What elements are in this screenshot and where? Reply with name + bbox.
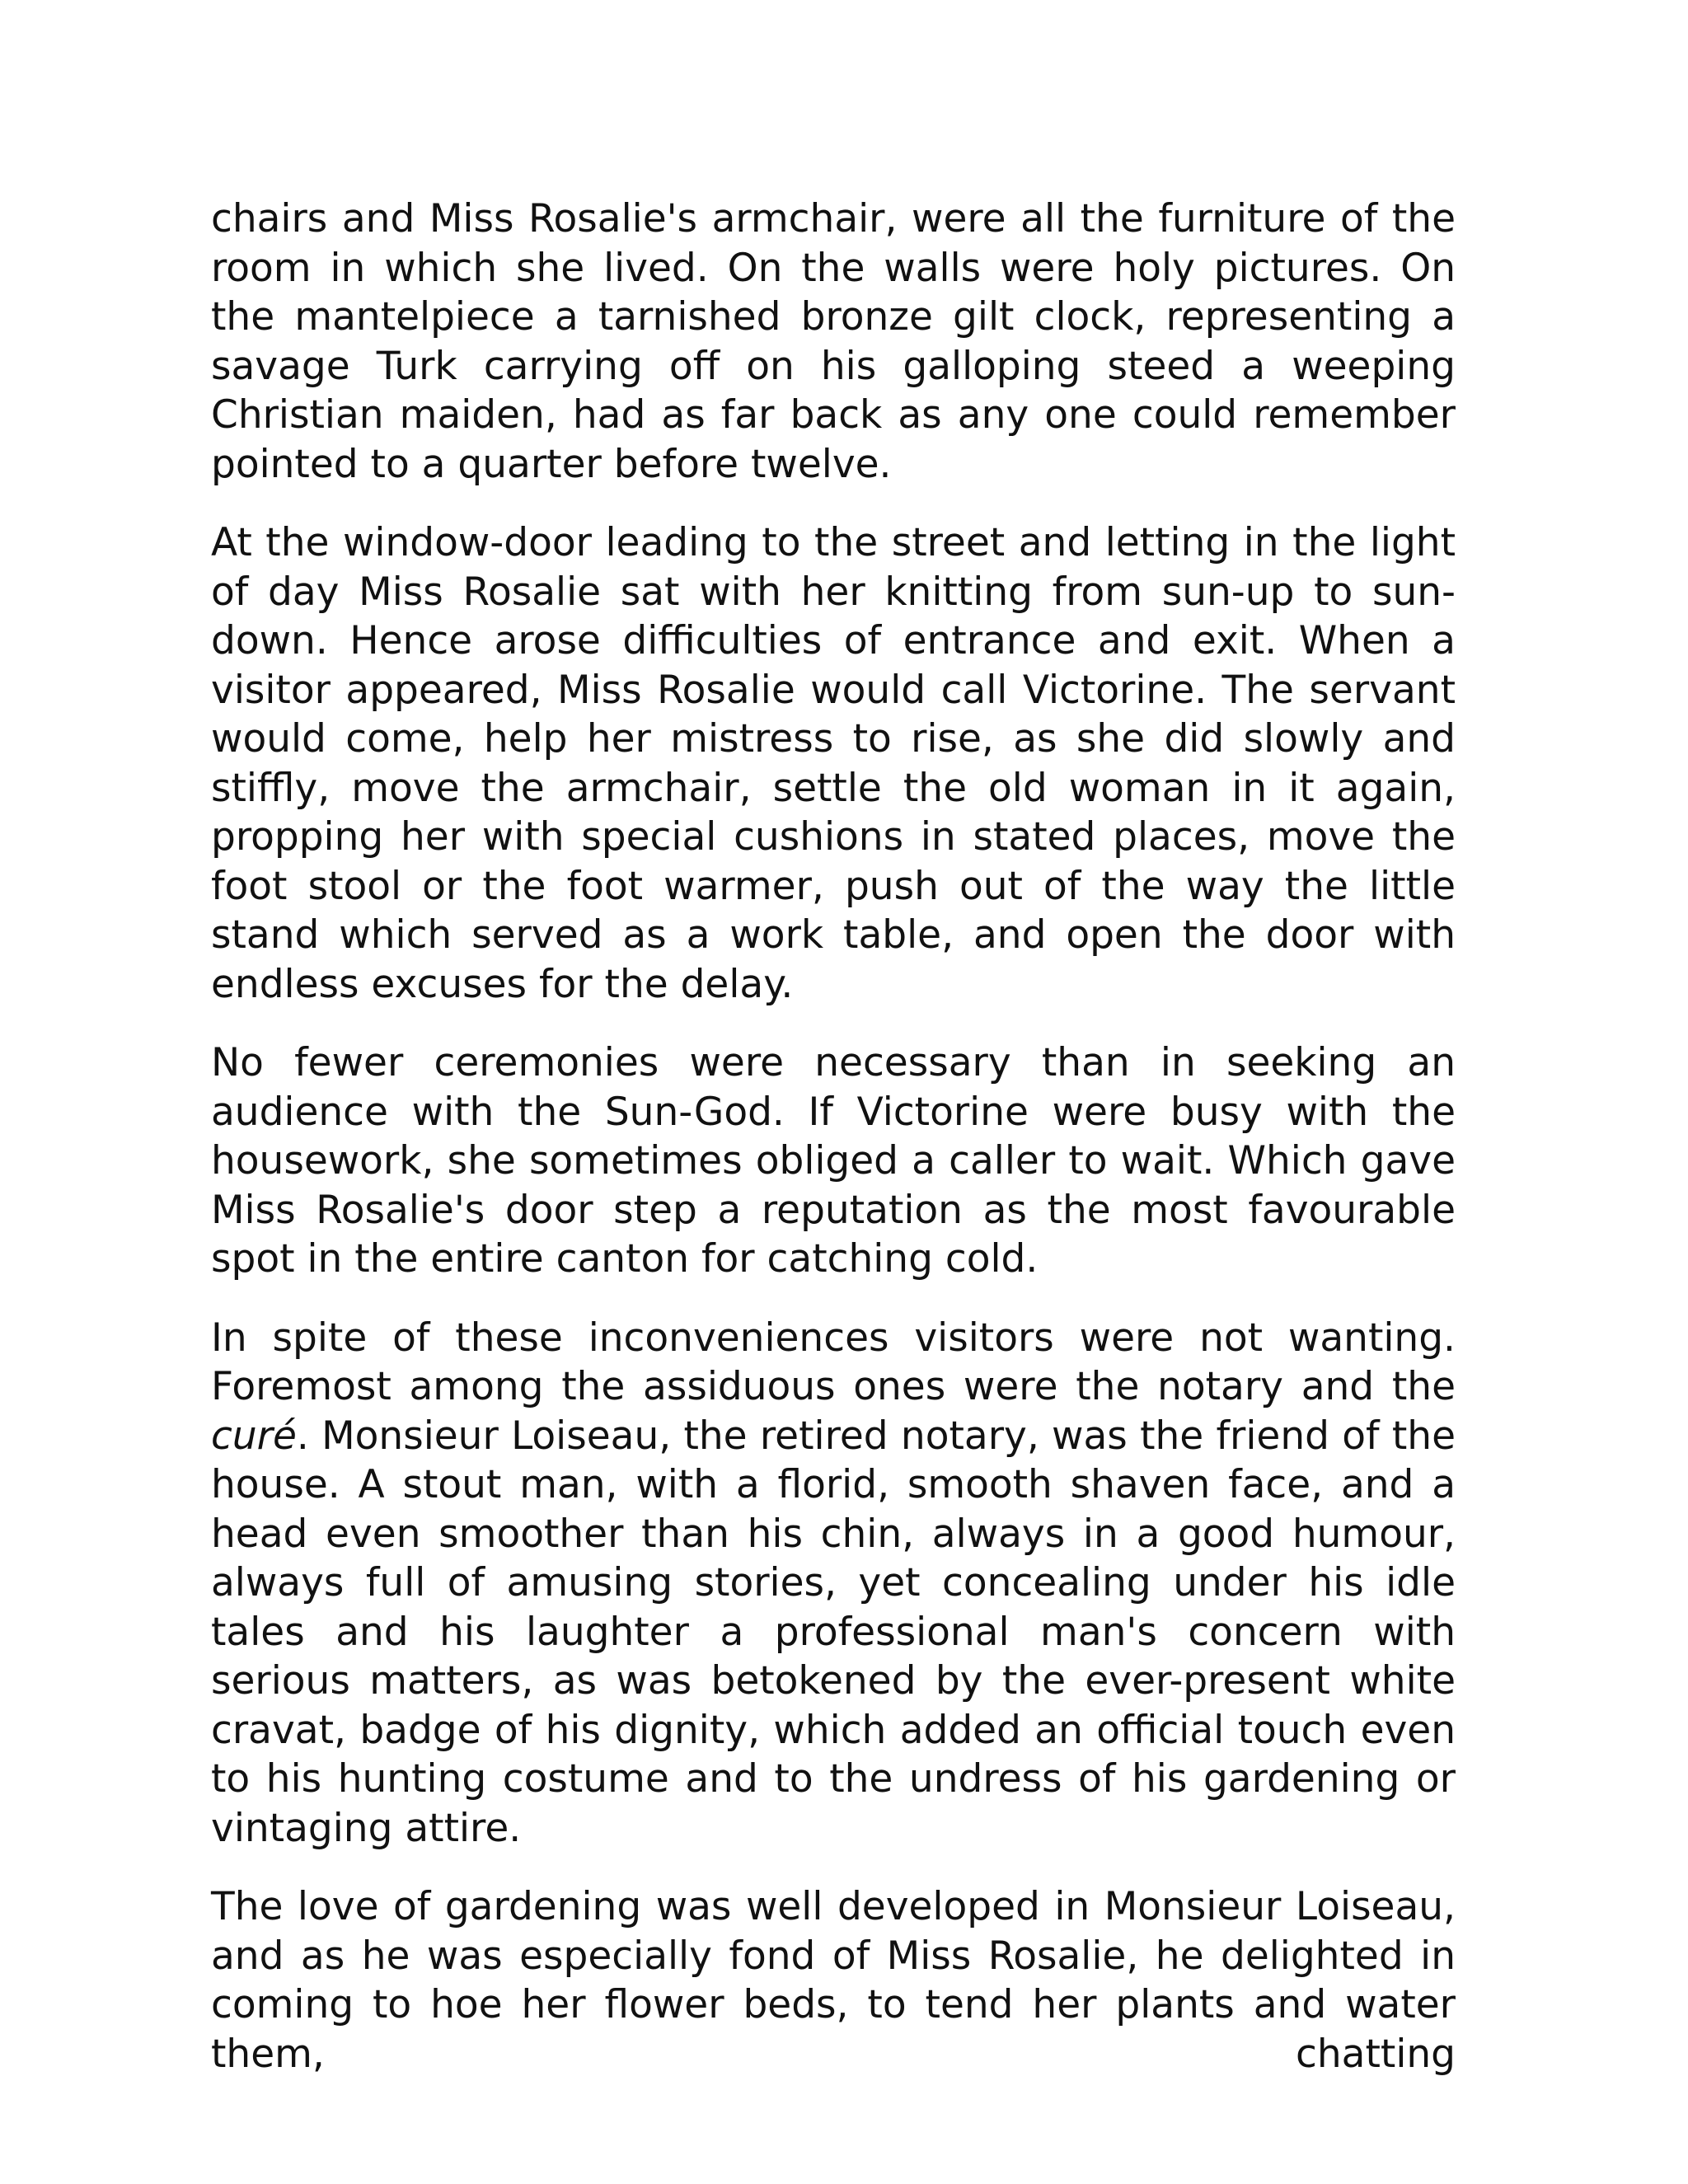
paragraph-4-text-start: In spite of these inconveniences visitors were not wanting. Foremost among the assiduous ones were the notary and the bbox=[211, 1315, 1456, 1409]
paragraph-4-text-end: . Monsieur Loiseau, the retired notary, was the friend of the house. A stout man, with a florid, smooth shaven face, and a head even smoother than his chin, always in a good humour, always full of amusing stories, yet concealing under his idle tales and his laughter a professional man's concern with serious matters, as was betokened by the ever-present white cravat, badge of his dignity, which added an official touch even to his hunting costume and to the undress of his gardening or vintaging attire. bbox=[211, 1413, 1456, 1851]
paragraph-5: The love of gardening was well developed in Monsieur Loiseau, and as he was especially fond of Miss Rosalie, he delighted in coming to hoe her flower beds, to tend her plants and water them, chatting bbox=[211, 1884, 1456, 2077]
paragraph-1: chairs and Miss Rosalie's armchair, were all the furniture of the room in which she lived. On the walls were holy pictures. On the mantelpiece a tarnished bronze gilt clock, representing a savage Turk carrying off on his galloping steed a weeping Christian maiden, had as far back as any one could remember pointed to a quarter before twelve. bbox=[211, 196, 1456, 487]
document-page bbox=[211, 194, 1456, 2108]
paragraph-4 bbox=[211, 1314, 1456, 1854]
paragraph-2: At the window-door leading to the street and letting in the light of day Miss Rosalie sat with her knitting from sun-up to sun-down. Hence arose difficulties of entrance and exit. When a visitor appeared, Miss Rosalie would call Victorine. The servant would come, help her mistress to rise, as she did slowly and stiffly, move the armchair, settle the old woman in it again, propping her with special cushions in stated places, move the foot stool or the foot warmer, push out of the way the little stand which served as a work table, and open the door with endless excuses for the delay. bbox=[211, 520, 1456, 1007]
paragraph-3: No fewer ceremonies were necessary than in seeking an audience with the Sun-God. If Victorine were busy with the housework, she sometimes obliged a caller to wait. Which gave Miss Rosalie's door step a reputation as the most favourable spot in the entire canton for catching cold. bbox=[211, 1040, 1456, 1282]
italic-word-cure: curé bbox=[211, 1413, 297, 1459]
